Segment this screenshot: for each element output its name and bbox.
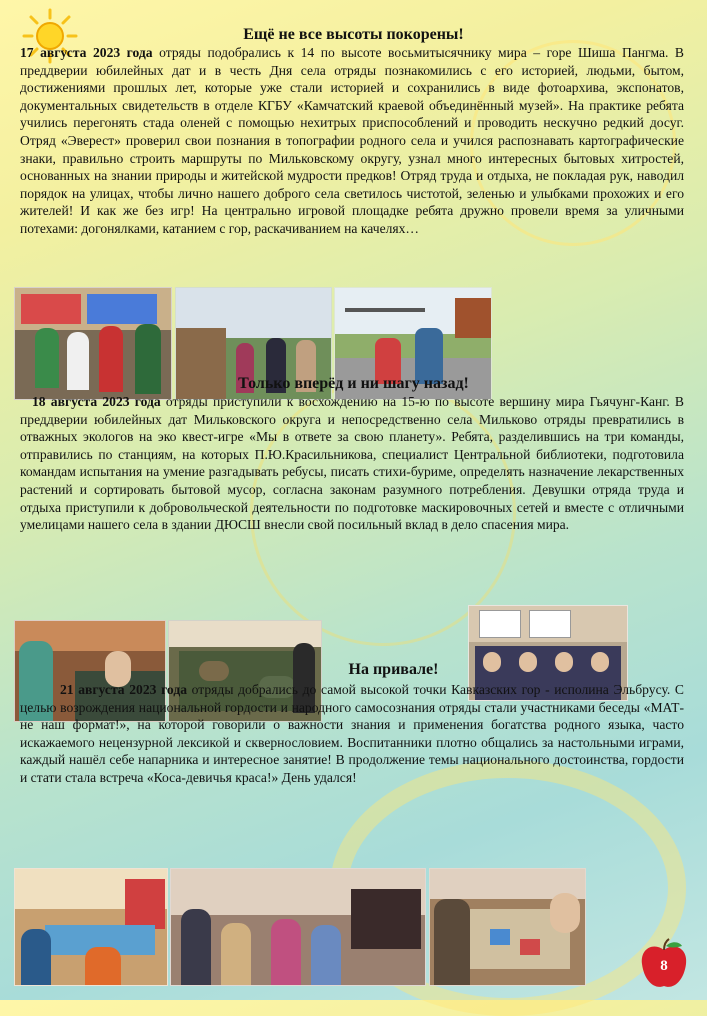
photo-braids-meeting [170,868,426,986]
section-body: отряды приступили к восхождению на 15-ю по высоте вершину мира Гьячунг-Канг. В преддверии юбилейных дат Мильковского округа и непосредственно села Мильково отряды превратились в отважных экологов на эко квест-игре «Мы в ответе за свою планету». Ребята, разделившись на три команды, отправились по станциям, на которых П.Ю.Красильникова, специалист Центральной библиотеки, подготовила командам испытания на умение разгадывать ребусы, писать стихи-буриме, определять назначение лекарственных растений и сортировать бытовой мусор, согласна законам разумного потребления. Девушки отряда труда и отдыха приступили к добровольческой деятельности по подготовке маскировочных сетей и вместе с отличными умелицами нашего села в здании ДЮСШ внесли свой посильный вклад в дело спасения мира. [20,394,684,533]
section-date: 18 августа 2023 года [32,394,161,409]
section-body: отряды добрались до самой высокой точки Кавказских гор - исполина Эльбрусу. С целью возрождения национальной гордости и народного самосознания отряды стали участниками беседы «МАТ-не наш формат!», на которой говорили о важности знания и применения богатства родного языка, часто искажаемого нецензурной лексикой и сквернословием. Воспитанники плотно общались за настольными играми, каждый нашёл себе напарника и интересное занятие! В продолжение темы национального достоинства, гордости и стати стала встреча «Коса-девичья краса!» День удался! [20,682,684,785]
section-title: Ещё не все высоты покорены! [243,26,464,43]
section-title: Только вперёд и ни шагу назад! [238,375,469,392]
section-body: отряды подобрались к 14 по высоте восьмитысячнику мира – горе Шиша Пангма. В преддверии юбилейных дат и в честь Дня села отряды познакомились с его историей, людьми, бытом, достижениями прошлых лет, которые уже стали историей и сохранились в виде фотоархива, экспонатов, документальных свидетельств в отделе КГБУ «Камчатский краевой объединённый музей». На практике ребята учились перегонять стада оленей с помощью нехитрых приспособлений и проводить нескучно редкий досуг. Отряд «Эверест» проверил свои познания в топографии родного села и учился распознавать картографические знаки, правильно строить маршруты по Мильковскому округу, узнал много интересных бытовых хитростей, основанных на знании природы и житейской мудрости предков! Отряд труда и отдыха, не покладая рук, наводил порядок на улицах, чтобы лично нашего доброго села светилось чистотой, зеленью и улыбками прохожих и его жителей! И как же без игр! На центрально игровой площадке ребята дружно провели время за уличными потехами: догонялками, катанием с гор, раскачиванием на качелях… [20,45,684,236]
page-number: 8 [660,958,668,974]
section-title: На привале! [348,661,439,678]
section-date: 17 августа 2023 года [20,45,153,60]
section-text [20,393,684,534]
section-text [20,44,684,238]
section-text [20,681,684,787]
photo-table-activities [429,868,586,986]
photo-board-games [14,868,168,986]
section-date: 21 августа 2023 года [60,682,187,697]
page-number-badge [636,938,692,992]
